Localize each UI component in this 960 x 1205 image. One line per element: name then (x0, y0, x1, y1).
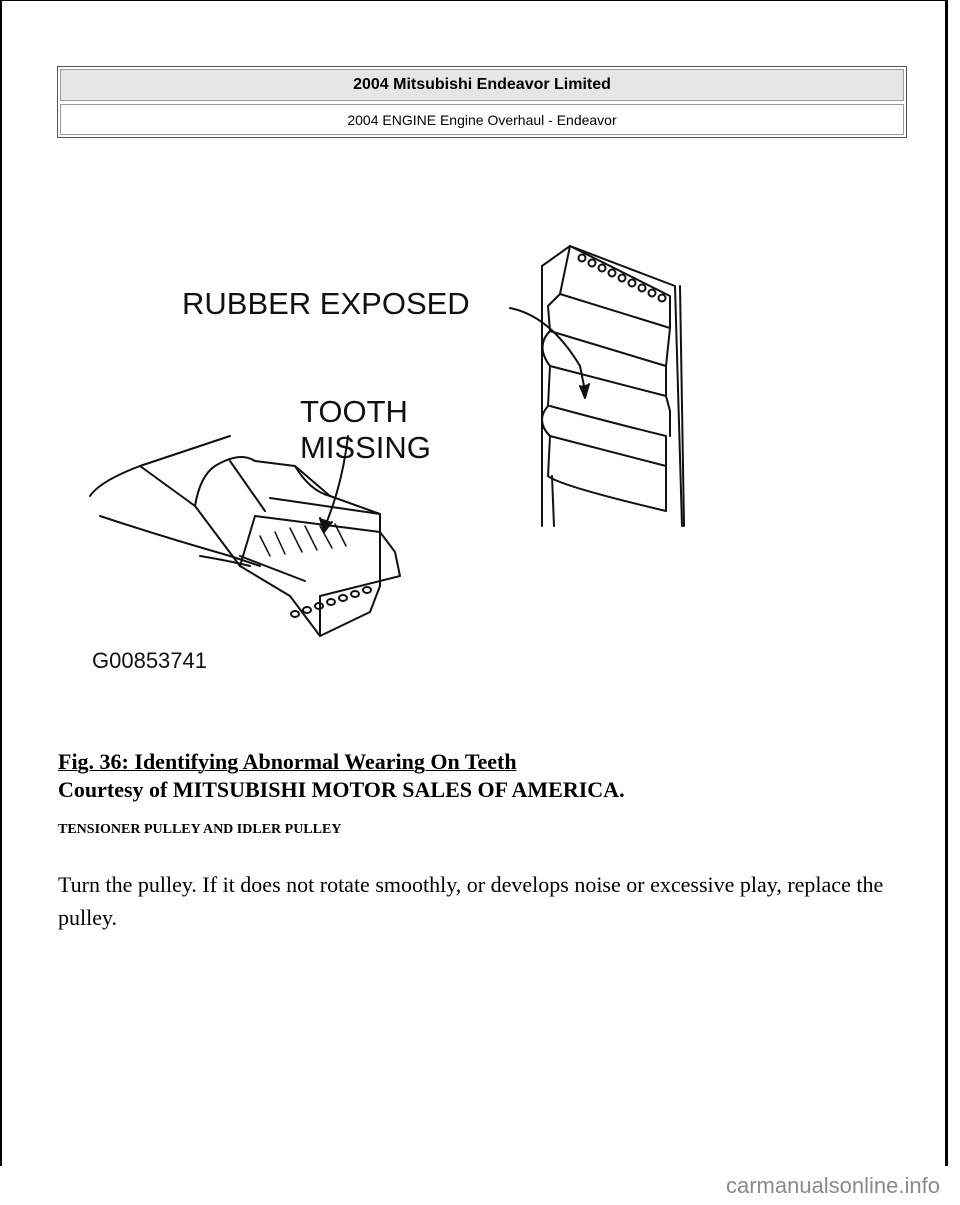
figure-courtesy: Courtesy of MITSUBISHI MOTOR SALES OF AMERICA. (58, 777, 625, 802)
belt-illustration (80, 236, 700, 682)
label-rubber-exposed: RUBBER EXPOSED (182, 286, 470, 321)
body-paragraph: Turn the pulley. If it does not rotate smoothly, or develops noise or excessive play, replace the pulley. (58, 872, 884, 930)
belt-wear-figure (80, 236, 700, 682)
header-subtitle: 2004 ENGINE Engine Overhaul - Endeavor (60, 104, 904, 135)
header-title: 2004 Mitsubishi Endeavor Limited (60, 69, 904, 101)
figure-title: Fig. 36: Identifying Abnormal Wearing On Teeth (58, 749, 517, 774)
figure-code: G00853741 (92, 648, 207, 673)
document-header (57, 66, 907, 138)
label-tooth: TOOTH (300, 394, 408, 429)
footer-watermark: carmanualsonline.info (725, 1172, 940, 1198)
figure-caption (58, 748, 625, 804)
section-heading: TENSIONER PULLEY AND IDLER PULLEY (58, 822, 342, 837)
top-rule (2, 0, 945, 1)
label-missing: MISSING (300, 430, 431, 465)
